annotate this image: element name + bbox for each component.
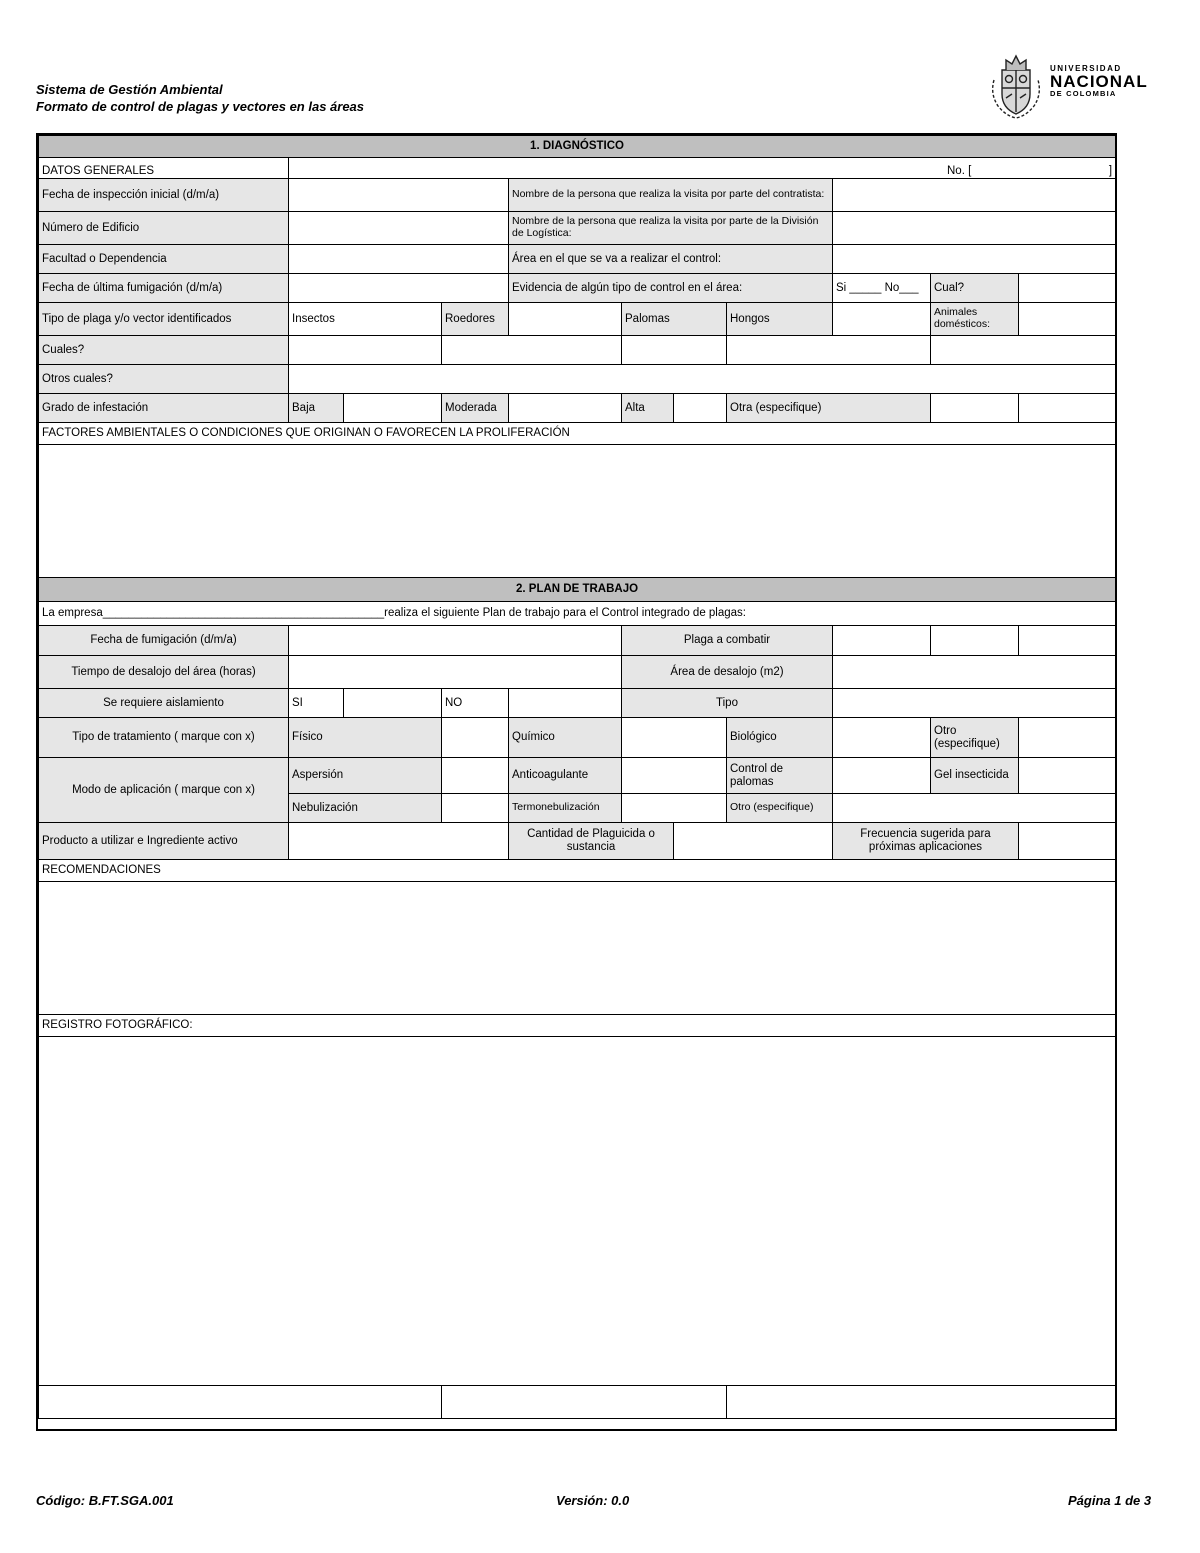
form-table (38, 135, 1116, 1419)
form-system-title: Sistema de Gestión Ambiental (36, 82, 223, 97)
pest-control-form (36, 133, 1117, 1431)
plaga-combatir-input-3[interactable] (1019, 626, 1116, 656)
hongos-label: Hongos (727, 303, 833, 336)
numero-edificio-input[interactable] (289, 212, 509, 245)
evidencia-si-no-field[interactable]: Si _____ No___ (833, 274, 931, 303)
fisico-label: Físico (289, 718, 442, 758)
alta-input[interactable] (674, 394, 727, 423)
termonebulizacion-label: Termonebulización (509, 794, 622, 823)
plaga-combatir-label: Plaga a combatir (622, 626, 833, 656)
area-control-label: Área en el que se va a realizar el control: (509, 245, 833, 274)
form-number-label: No. [ (947, 165, 972, 178)
baja-input[interactable] (344, 394, 442, 423)
aspersion-label: Aspersión (289, 758, 442, 794)
termonebulizacion-input[interactable] (622, 794, 727, 823)
insectos-label: Insectos (289, 303, 442, 336)
otro-aplicacion-label: Otro (especifique) (727, 794, 833, 823)
cual-label: Cual? (931, 274, 1019, 303)
aislamiento-tipo-input[interactable] (833, 689, 1116, 718)
biologico-label: Biológico (727, 718, 833, 758)
plaga-combatir-input-2[interactable] (931, 626, 1019, 656)
tipo-plaga-label: Tipo de plaga y/o vector identificados (39, 303, 289, 336)
nombre-logistica-input[interactable] (833, 212, 1116, 245)
fecha-ultima-fumigacion-input[interactable] (289, 274, 509, 303)
moderada-label: Moderada (442, 394, 509, 423)
palomas-label: Palomas (622, 303, 727, 336)
area-desalojo-input[interactable] (833, 656, 1116, 689)
cuales-hongos-input[interactable] (727, 336, 931, 365)
evidencia-control-label: Evidencia de algún tipo de control en el área: (509, 274, 833, 303)
biologico-input[interactable] (833, 718, 931, 758)
control-palomas-label: Control de palomas (727, 758, 833, 794)
signature-box-1[interactable] (39, 1386, 442, 1419)
gel-insecticida-input[interactable] (1019, 758, 1116, 794)
cual-input[interactable] (1019, 274, 1116, 303)
aislamiento-no-label: NO (442, 689, 509, 718)
aislamiento-label: Se requiere aislamiento (39, 689, 289, 718)
nebulizacion-input[interactable] (442, 794, 509, 823)
fecha-fumigacion-label: Fecha de fumigación (d/m/a) (39, 626, 289, 656)
university-logo (988, 50, 1163, 122)
empresa-statement[interactable]: La empresa____________________________________________realiza el siguiente Plan de trabajo para el Control integrado de plagas: (39, 602, 1116, 626)
cuales-animales-input[interactable] (931, 336, 1116, 365)
roedores-label: Roedores (442, 303, 509, 336)
facultad-label: Facultad o Dependencia (39, 245, 289, 274)
logo-text-top: UNIVERSIDAD (1050, 64, 1122, 73)
form-number-field[interactable] (289, 158, 1116, 179)
grado-infestacion-label: Grado de infestación (39, 394, 289, 423)
otro-aplicacion-input[interactable] (833, 794, 1116, 823)
cuales-palomas-input[interactable] (622, 336, 727, 365)
nombre-contratista-input[interactable] (833, 179, 1116, 212)
logo-text-bottom: DE COLOMBIA (1050, 89, 1117, 98)
otro-tratamiento-input[interactable] (1019, 718, 1116, 758)
tipo-tratamiento-label: Tipo de tratamiento ( marque con x) (39, 718, 289, 758)
quimico-input[interactable] (622, 718, 727, 758)
gel-insecticida-label: Gel insecticida (931, 758, 1019, 794)
aspersion-input[interactable] (442, 758, 509, 794)
fecha-ultima-fumigacion-label: Fecha de última fumigación (d/m/a) (39, 274, 289, 303)
aislamiento-tipo-label: Tipo (622, 689, 833, 718)
facultad-input[interactable] (289, 245, 509, 274)
cuales-label: Cuales? (39, 336, 289, 365)
fisico-input[interactable] (442, 718, 509, 758)
otra-especifique-label: Otra (especifique) (727, 394, 931, 423)
roedores-input[interactable] (509, 303, 622, 336)
footer-codigo: Código: B.FT.SGA.001 (36, 1493, 174, 1508)
control-palomas-input[interactable] (833, 758, 931, 794)
fecha-fumigacion-input[interactable] (289, 626, 622, 656)
nombre-contratista-label: Nombre de la persona que realiza la visita por parte del contratista: (509, 179, 833, 212)
anticoagulante-label: Anticoagulante (509, 758, 622, 794)
cantidad-plaguicida-label: Cantidad de Plaguicida o sustancia (509, 823, 674, 860)
logo-text-main: NACIONAL (1050, 72, 1148, 91)
producto-input[interactable] (289, 823, 509, 860)
otros-cuales-label: Otros cuales? (39, 365, 289, 394)
otra-especifique-extra[interactable] (1019, 394, 1116, 423)
registro-fotografico-label: REGISTRO FOTOGRÁFICO: (39, 1015, 1116, 1037)
hongos-input[interactable] (833, 303, 931, 336)
footer-pagina: Página 1 de 3 (1068, 1493, 1152, 1508)
recomendaciones-label: RECOMENDACIONES (39, 860, 1116, 882)
animales-domesticos-input[interactable] (1019, 303, 1116, 336)
otros-cuales-input[interactable] (289, 365, 1116, 394)
plaga-combatir-input-1[interactable] (833, 626, 931, 656)
recomendaciones-area[interactable] (39, 882, 1116, 1015)
fecha-inspeccion-label: Fecha de inspección inicial (d/m/a) (39, 179, 289, 212)
registro-fotografico-area[interactable] (39, 1037, 1116, 1386)
otra-especifique-input[interactable] (931, 394, 1019, 423)
anticoagulante-input[interactable] (622, 758, 727, 794)
tiempo-desalojo-input[interactable] (289, 656, 622, 689)
form-number-bracket: ] (1108, 165, 1113, 178)
logo-wordmark (1050, 65, 1148, 98)
moderada-input[interactable] (509, 394, 622, 423)
producto-label: Producto a utilizar e Ingrediente activo (39, 823, 289, 860)
quimico-label: Químico (509, 718, 622, 758)
baja-label: Baja (289, 394, 344, 423)
nebulizacion-label: Nebulización (289, 794, 442, 823)
otro-tratamiento-label: Otro (especifique) (931, 718, 1019, 758)
animales-domesticos-label: Animales domésticos: (931, 303, 1019, 336)
area-control-input[interactable] (833, 245, 1116, 274)
numero-edificio-label: Número de Edificio (39, 212, 289, 245)
aislamiento-no-input[interactable] (509, 689, 622, 718)
alta-label: Alta (622, 394, 674, 423)
frecuencia-input[interactable] (1019, 823, 1116, 860)
area-desalojo-label: Área de desalojo (m2) (622, 656, 833, 689)
factores-ambientales-area[interactable] (39, 445, 1116, 578)
tiempo-desalojo-label: Tiempo de desalojo del área (horas) (39, 656, 289, 689)
signature-box-2[interactable] (442, 1386, 727, 1419)
coat-of-arms-icon (988, 50, 1044, 120)
footer-version: Versión: 0.0 (556, 1493, 630, 1508)
aislamiento-si-input[interactable] (344, 689, 442, 718)
section-title-diagnostico: 1. DIAGNÓSTICO (39, 136, 1116, 158)
cuales-roedores-input[interactable] (442, 336, 622, 365)
fecha-inspeccion-input[interactable] (289, 179, 509, 212)
aislamiento-si-label: SI (289, 689, 344, 718)
nombre-logistica-label: Nombre de la persona que realiza la visita por parte de la División de Logística: (509, 212, 833, 245)
section-title-plan-trabajo: 2. PLAN DE TRABAJO (39, 578, 1116, 602)
datos-generales-label: DATOS GENERALES (39, 158, 289, 179)
modo-aplicacion-label: Modo de aplicación ( marque con x) (39, 758, 289, 823)
cantidad-plaguicida-input[interactable] (674, 823, 833, 860)
signature-box-3[interactable] (727, 1386, 1116, 1419)
factores-ambientales-label: FACTORES AMBIENTALES O CONDICIONES QUE ORIGINAN O FAVORECEN LA PROLIFERACIÓN (39, 423, 1116, 445)
frecuencia-label: Frecuencia sugerida para próximas aplicaciones (833, 823, 1019, 860)
cuales-insectos-input[interactable] (289, 336, 442, 365)
form-subtitle: Formato de control de plagas y vectores en las áreas (36, 99, 365, 114)
